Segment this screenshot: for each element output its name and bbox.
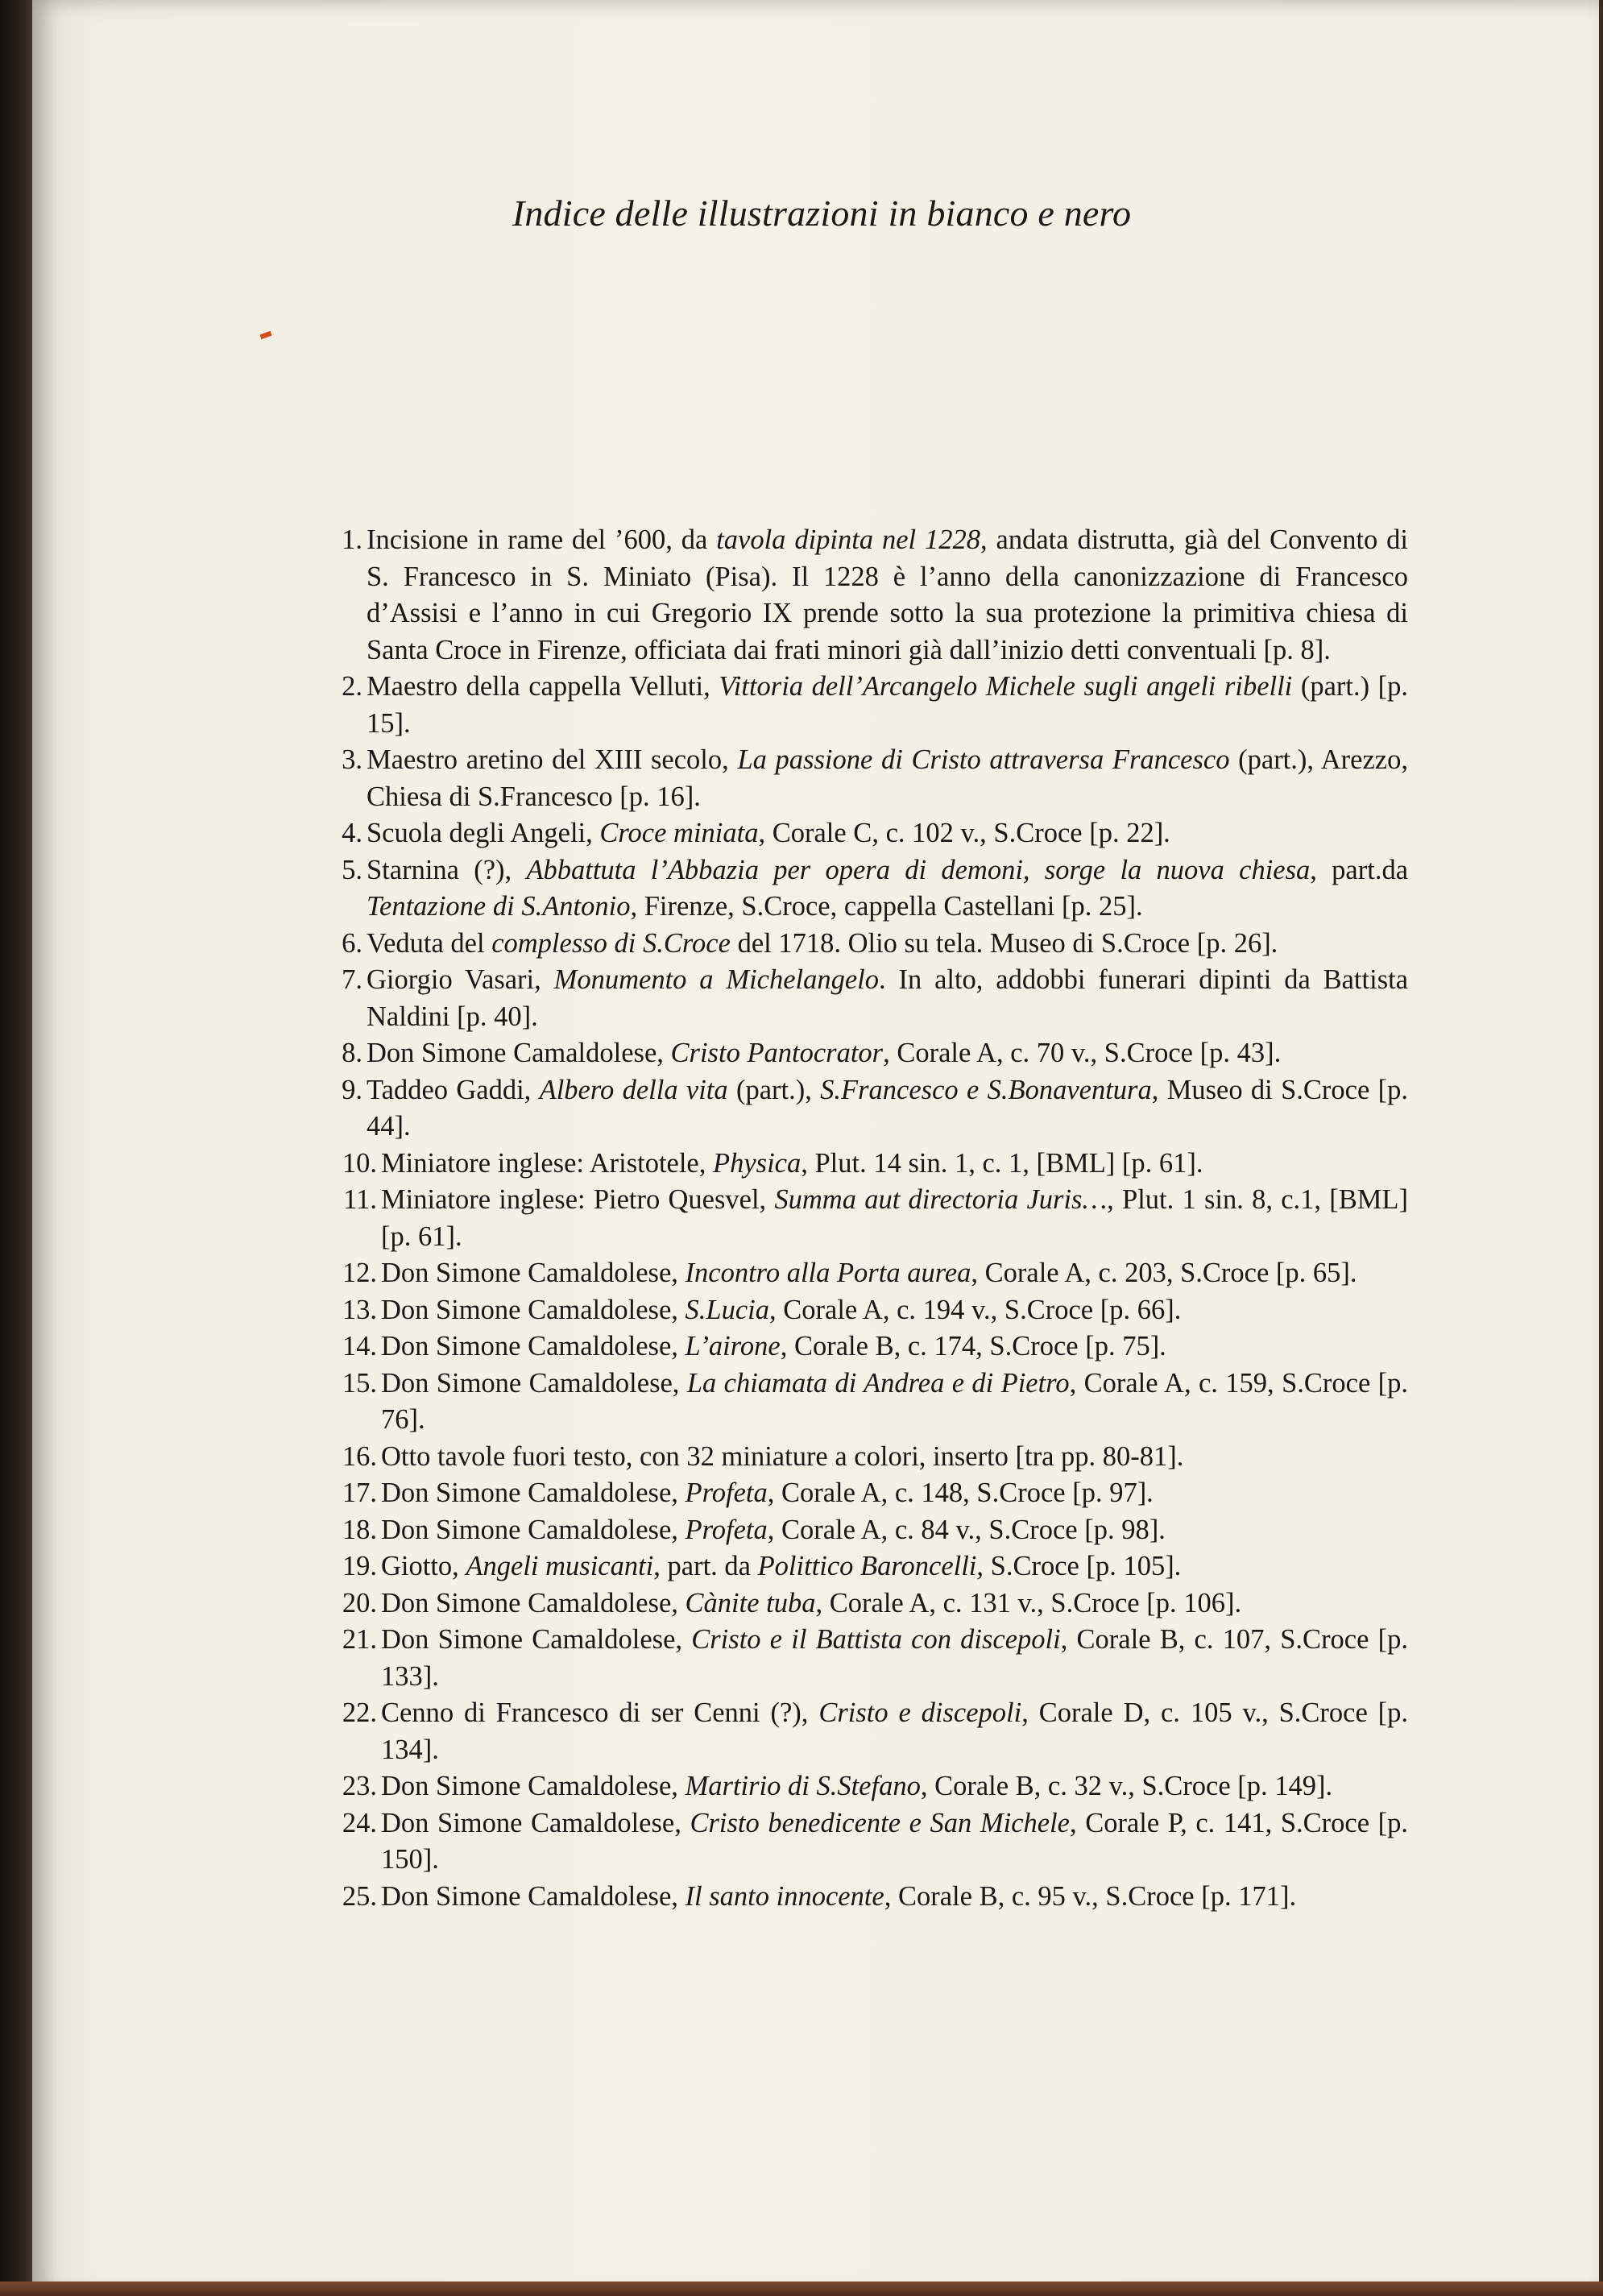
book-spine bbox=[0, 0, 35, 2296]
artwork-title: Cristo e il Battista con discepoli bbox=[691, 1624, 1061, 1655]
item-text: , Corale C, c. 102 v., S.Croce [p. 22]. bbox=[758, 818, 1170, 848]
item-text: Incisione in rame del ’600, da bbox=[367, 524, 717, 555]
item-text: , S.Croce [p. 105]. bbox=[976, 1551, 1182, 1581]
item-text: Don Simone Camaldolese, bbox=[381, 1771, 686, 1801]
artwork-title: Polittico Baroncelli bbox=[757, 1551, 977, 1581]
item-text: , Corale A, c. 148, S.Croce [p. 97]. bbox=[767, 1477, 1154, 1508]
item-text: , part. da bbox=[653, 1551, 758, 1581]
artwork-title: La passione di Cristo attraversa Francesco bbox=[737, 744, 1230, 775]
item-number: 9. bbox=[342, 1074, 362, 1105]
artwork-title: Martirio di S.Stefano bbox=[685, 1771, 921, 1801]
item-number: 4. bbox=[342, 818, 362, 848]
item-number: 8. bbox=[342, 1038, 362, 1068]
item-text: Don Simone Camaldolese, bbox=[367, 1038, 671, 1068]
list-item bbox=[321, 1548, 1408, 1585]
list-item bbox=[321, 742, 1408, 815]
artwork-title: Tentazione di S.Antonio bbox=[367, 891, 631, 922]
item-text: Miniatore inglese: Aristotele, bbox=[381, 1147, 713, 1179]
artwork-title: Il santo innocente bbox=[685, 1880, 884, 1912]
item-text: , Corale A, c. 84 v., S.Croce [p. 98]. bbox=[767, 1514, 1166, 1545]
item-text: Don Simone Camaldolese, bbox=[381, 1587, 686, 1618]
artwork-title: Monumento a Michelangelo bbox=[553, 964, 880, 995]
item-number: 5. bbox=[342, 854, 362, 885]
item-number: 22. bbox=[342, 1697, 377, 1728]
list-item bbox=[321, 669, 1408, 742]
artwork-title: Croce miniata bbox=[599, 818, 759, 848]
item-text: Miniatore inglese: Pietro Quesvel, bbox=[381, 1184, 775, 1215]
artwork-title: S.Francesco e S.Bonaventura bbox=[820, 1074, 1152, 1105]
item-text: Don Simone Camaldolese, bbox=[381, 1807, 690, 1838]
item-number: 17. bbox=[342, 1477, 377, 1508]
list-item bbox=[321, 926, 1408, 963]
item-number: 3. bbox=[342, 744, 362, 775]
list-item bbox=[321, 522, 1408, 669]
page-title: Indice delle illustrazioni in bianco e nero bbox=[512, 193, 1132, 234]
item-text: (part.) [p. 15]. bbox=[367, 671, 1408, 739]
artwork-title: S.Lucia bbox=[685, 1294, 769, 1325]
item-number: 16. bbox=[342, 1440, 377, 1472]
item-text: Don Simone Camaldolese, bbox=[381, 1624, 692, 1655]
item-number: 15. bbox=[342, 1367, 377, 1399]
item-text: Cenno di Francesco di ser Cenni (?), bbox=[381, 1697, 819, 1728]
item-number: 21. bbox=[342, 1624, 377, 1655]
artwork-title: tavola dipinta nel 1228 bbox=[716, 524, 981, 555]
item-text: Don Simone Camaldolese, bbox=[381, 1294, 686, 1325]
list-item bbox=[321, 1622, 1408, 1695]
item-text: , Museo di S.Croce [p. 44]. bbox=[367, 1074, 1408, 1142]
artwork-title: Summa aut directoria Juris… bbox=[774, 1184, 1108, 1215]
item-text: (part.), bbox=[727, 1074, 821, 1105]
list-item bbox=[321, 1585, 1408, 1623]
item-text: , Corale A, c. 203, S.Croce [p. 65]. bbox=[971, 1258, 1357, 1288]
item-text: Giorgio Vasari, bbox=[367, 964, 554, 995]
item-text: , Plut. 1 sin. 8, c.1, [BML] [p. 61]. bbox=[381, 1184, 1408, 1252]
item-text: , Corale A, c. 194 v., S.Croce [p. 66]. bbox=[769, 1294, 1182, 1325]
item-text: Don Simone Camaldolese, bbox=[381, 1514, 686, 1545]
item-text: Don Simone Camaldolese, bbox=[381, 1258, 686, 1288]
item-text: Don Simone Camaldolese, bbox=[381, 1880, 686, 1912]
list-item bbox=[321, 962, 1408, 1035]
list-item bbox=[321, 1879, 1408, 1916]
artwork-title: Abbattuta l’Abbazia per opera di demoni, sorge la nuova chiesa bbox=[526, 854, 1311, 885]
item-number: 14. bbox=[342, 1331, 377, 1361]
illustration-list bbox=[321, 522, 1408, 1915]
item-text: Otto tavole fuori testo, con 32 miniature a colori, inserto [tra pp. 80-81]. bbox=[381, 1440, 1184, 1472]
artwork-title: Cristo benedicente e San Michele bbox=[690, 1807, 1070, 1838]
item-text: Maestro della cappella Velluti, bbox=[367, 671, 719, 702]
item-text: , Corale A, c. 70 v., S.Croce [p. 43]. bbox=[883, 1038, 1282, 1068]
item-number: 7. bbox=[342, 964, 362, 995]
list-item bbox=[321, 1255, 1408, 1292]
item-text: Scuola degli Angeli, bbox=[367, 818, 600, 848]
item-text: Don Simone Camaldolese, bbox=[381, 1477, 686, 1508]
list-item bbox=[321, 1768, 1408, 1805]
artwork-title: Cristo e discepoli bbox=[818, 1697, 1022, 1728]
item-text: , Firenze, S.Croce, cappella Castellani [p. 25]. bbox=[630, 891, 1143, 922]
item-number: 24. bbox=[342, 1807, 377, 1838]
item-text: , Corale B, c. 32 v., S.Croce [p. 149]. bbox=[920, 1771, 1333, 1801]
list-item bbox=[321, 1805, 1408, 1879]
artwork-title: Incontro alla Porta aurea bbox=[685, 1258, 971, 1288]
artwork-title: Cristo Pantocrator bbox=[670, 1038, 884, 1068]
item-text: Maestro aretino del XIII secolo, bbox=[367, 744, 738, 775]
item-number: 18. bbox=[342, 1514, 377, 1545]
item-text: Giotto, bbox=[381, 1551, 466, 1581]
item-text: del 1718. Olio su tela. Museo di S.Croce [p. 26]. bbox=[730, 927, 1278, 959]
item-text: , Corale B, c. 95 v., S.Croce [p. 171]. bbox=[884, 1880, 1297, 1912]
item-text: , Corale A, c. 159, S.Croce [p. 76]. bbox=[381, 1367, 1409, 1435]
item-text: , Corale B, c. 107, S.Croce [p. 133]. bbox=[381, 1624, 1408, 1692]
item-text: . In alto, addobbi funerari dipinti da Battista Naldini [p. 40]. bbox=[367, 964, 1409, 1032]
item-number: 20. bbox=[342, 1587, 377, 1618]
artwork-title: Profeta bbox=[685, 1514, 768, 1545]
page-edge bbox=[0, 2281, 1603, 2296]
item-text: Starnina (?), bbox=[367, 854, 527, 885]
list-item bbox=[321, 1035, 1408, 1072]
artwork-title: Angeli musicanti bbox=[466, 1551, 654, 1581]
list-item bbox=[321, 1328, 1408, 1366]
item-text: Veduta del bbox=[367, 927, 492, 959]
item-number: 11. bbox=[343, 1184, 377, 1215]
item-text: , Corale D, c. 105 v., S.Croce [p. 134]. bbox=[381, 1697, 1409, 1765]
item-number: 1. bbox=[342, 524, 362, 555]
item-text: , andata distrutta, già del Convento di S. Francesco in S. Miniato (Pisa). Il 1228 è l’anno della canonizzazione di Francesco d’Assisi e l’anno in cui Gregorio IX prende sotto la sua protezione la primitiva chiesa di Santa Croce in Firenze, officiata dai frati minori già dall’inizio detti conventuali [p. 8]. bbox=[367, 524, 1409, 665]
list-item bbox=[321, 1475, 1408, 1512]
item-number: 12. bbox=[342, 1258, 377, 1288]
list-item bbox=[321, 1439, 1408, 1476]
item-text: , part.da bbox=[1310, 854, 1409, 885]
artwork-title: Physica bbox=[713, 1147, 802, 1179]
item-text: Taddeo Gaddi, bbox=[367, 1074, 540, 1105]
list-item bbox=[321, 1695, 1408, 1768]
artwork-title: complesso di S.Croce bbox=[491, 927, 731, 959]
list-item bbox=[321, 815, 1408, 852]
artwork-title: Vittoria dell’Arcangelo Michele sugli angeli ribelli bbox=[719, 671, 1293, 702]
item-number: 25. bbox=[342, 1880, 377, 1912]
item-number: 10. bbox=[342, 1147, 377, 1179]
artwork-title: Profeta bbox=[685, 1477, 768, 1508]
list-item bbox=[321, 852, 1408, 926]
item-number: 6. bbox=[342, 927, 362, 959]
list-item bbox=[321, 1146, 1408, 1183]
artwork-title: L’airone bbox=[685, 1331, 781, 1361]
item-text: , Corale P, c. 141, S.Croce [p. 150]. bbox=[381, 1807, 1408, 1875]
item-number: 13. bbox=[342, 1294, 377, 1325]
item-number: 2. bbox=[342, 671, 362, 702]
item-text: Don Simone Camaldolese, bbox=[381, 1331, 686, 1361]
artwork-title: La chiamata di Andrea e di Pietro bbox=[686, 1367, 1070, 1399]
item-text: Don Simone Camaldolese, bbox=[381, 1367, 687, 1399]
list-item bbox=[321, 1292, 1408, 1329]
item-text: , Corale A, c. 131 v., S.Croce [p. 106]. bbox=[815, 1587, 1242, 1618]
item-number: 19. bbox=[342, 1551, 377, 1581]
item-text: , Plut. 14 sin. 1, c. 1, [BML] [p. 61]. bbox=[801, 1147, 1203, 1179]
list-item bbox=[321, 1072, 1408, 1146]
list-item bbox=[321, 1182, 1408, 1255]
item-number: 23. bbox=[342, 1771, 377, 1801]
list-item bbox=[321, 1512, 1408, 1549]
artwork-title: Albero della vita bbox=[539, 1074, 728, 1105]
artwork-title: Cànite tuba bbox=[685, 1587, 816, 1618]
item-text: (part.), Arezzo, Chiesa di S.Francesco [p. 16]. bbox=[367, 744, 1408, 812]
list-item bbox=[321, 1366, 1408, 1439]
red-mark bbox=[259, 331, 271, 339]
item-text: , Corale B, c. 174, S.Croce [p. 75]. bbox=[780, 1331, 1166, 1361]
